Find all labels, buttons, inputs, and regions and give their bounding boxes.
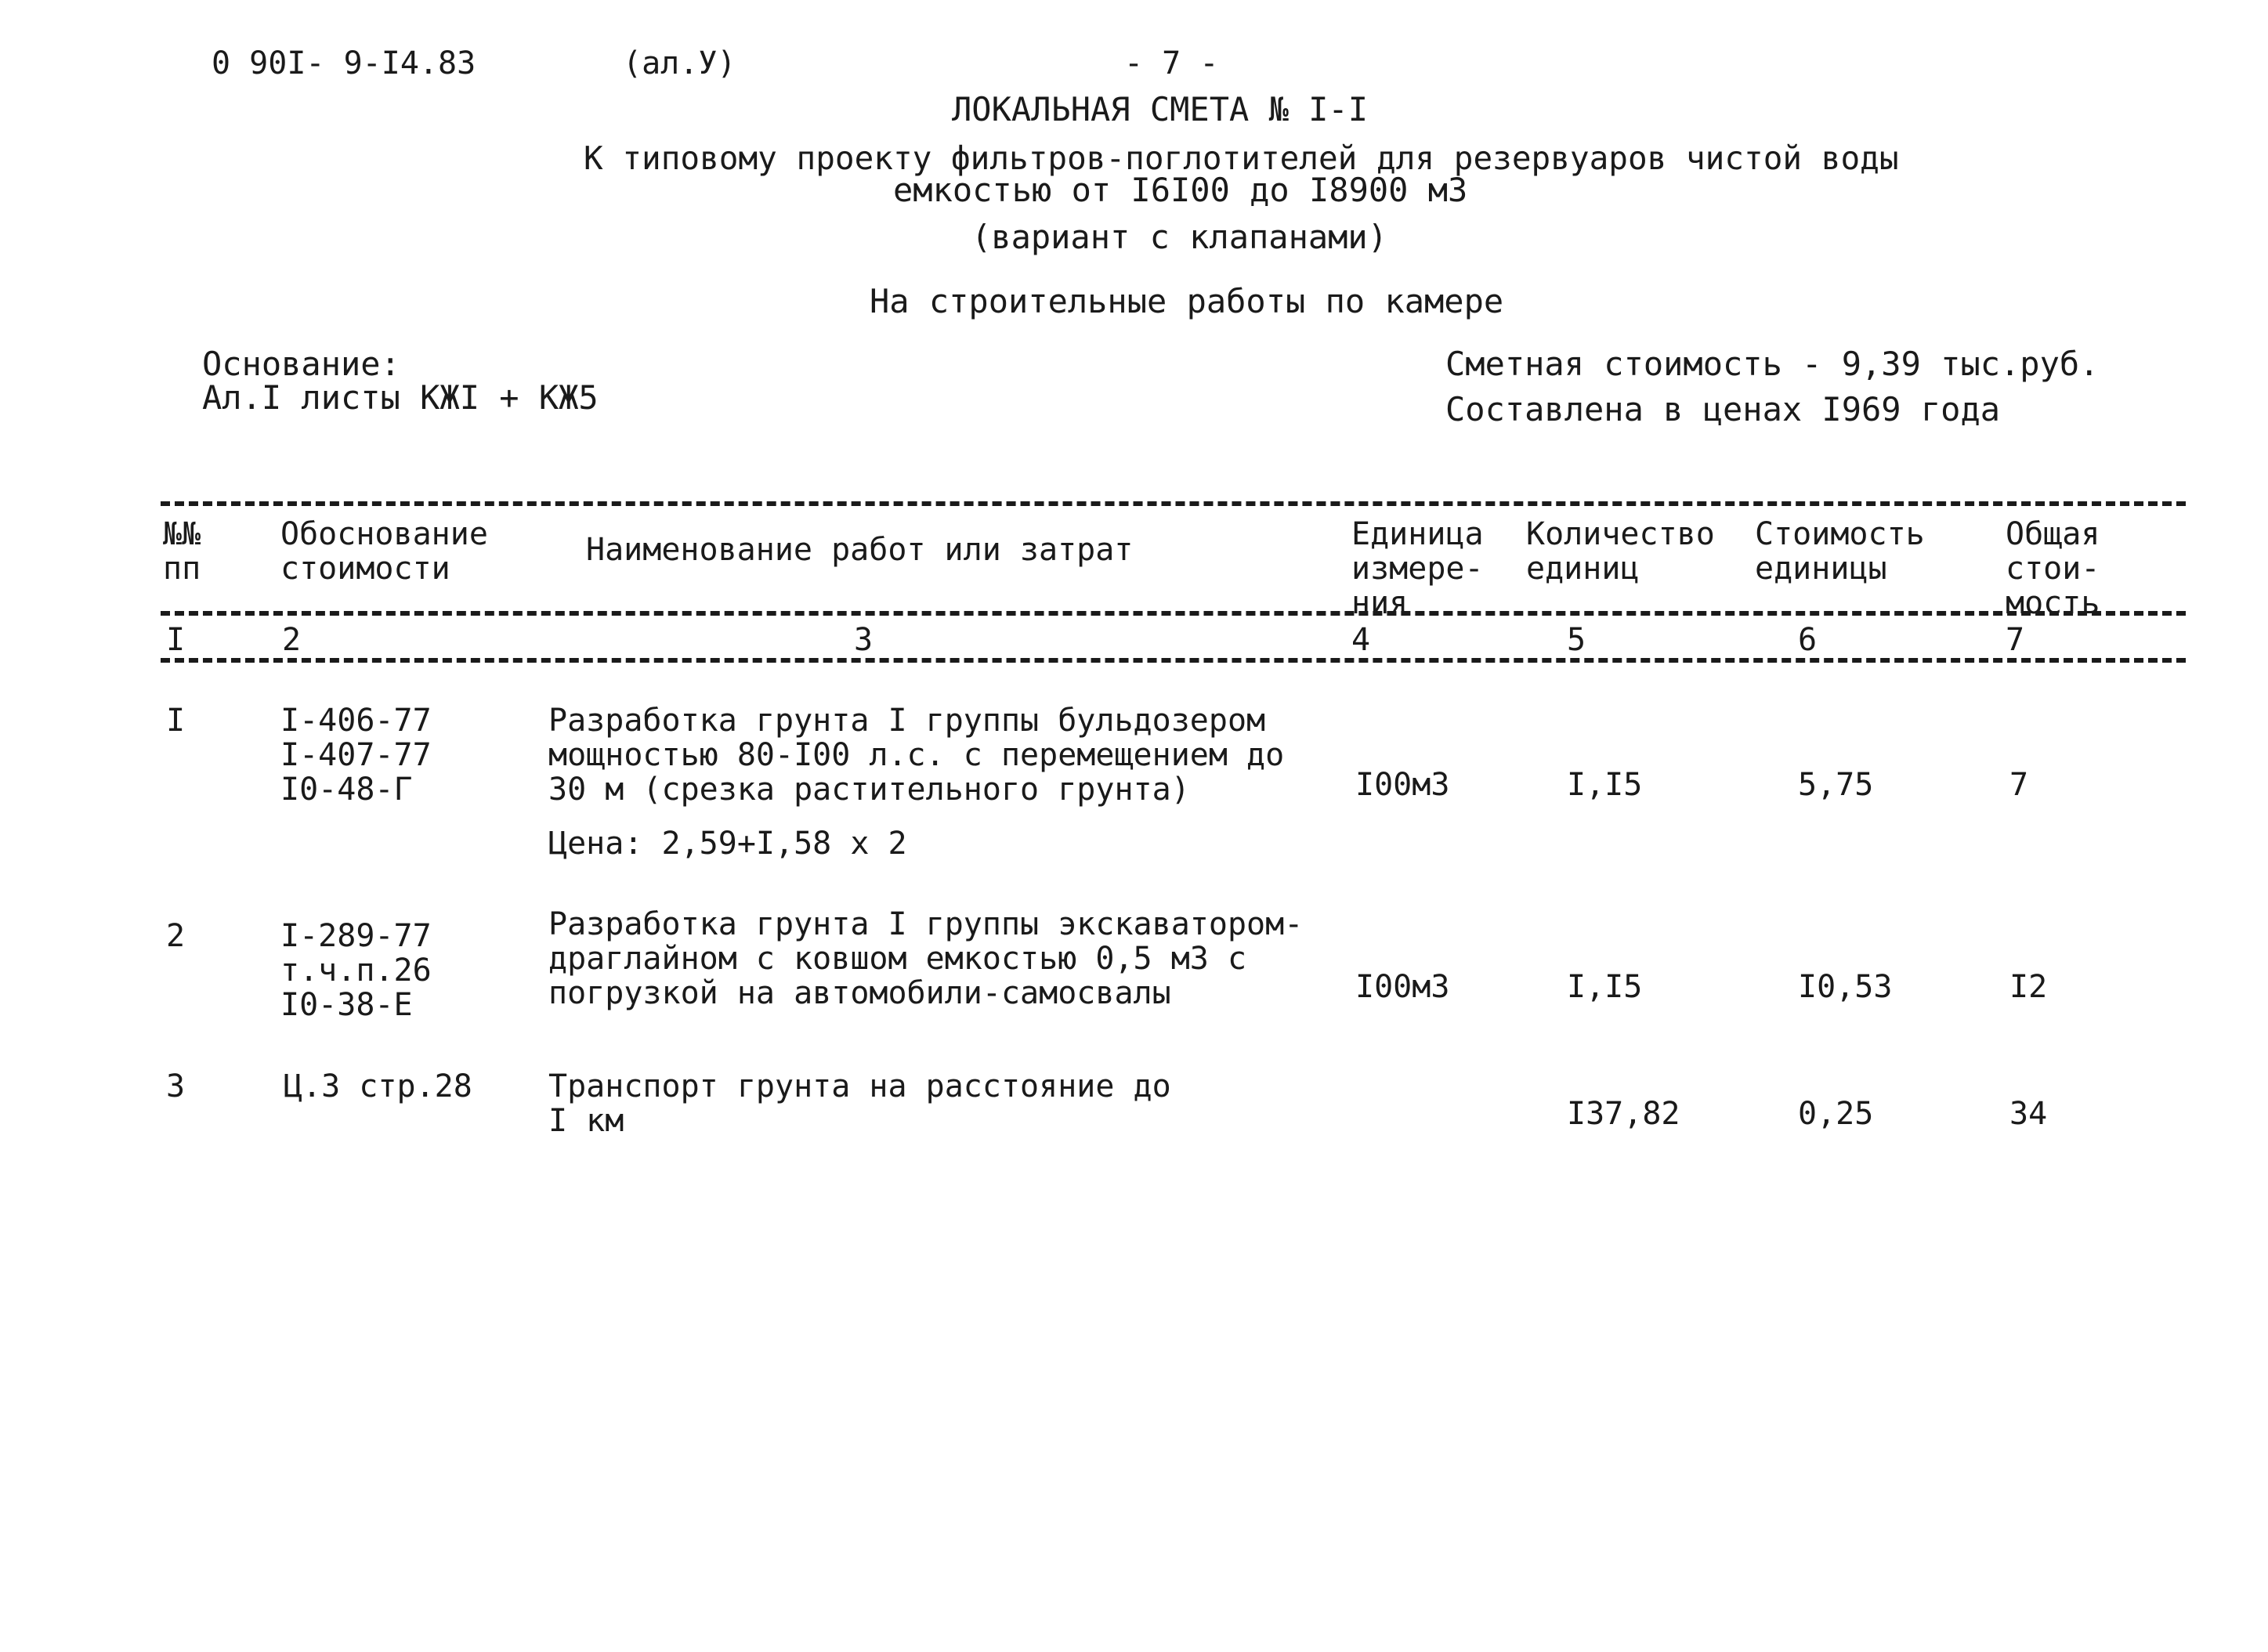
row-qty: I37,82: [1567, 1096, 1680, 1132]
row-name: Разработка грунта I группы экскаватором- драглайном с ковшом емкостью 0,5 м3 с погрузкой на автомобили-самосвалы: [548, 906, 1304, 1011]
column-number-4: 4: [1351, 622, 1371, 658]
column-header-price: Стоимость единицы: [1755, 516, 1925, 587]
row-number: I: [166, 703, 186, 739]
estimate-cost: Сметная стоимость - 9,39 тыс.руб.: [1445, 345, 2100, 383]
document-code: 0 90I- 9-I4.83: [212, 45, 476, 81]
table-header-rule: [161, 611, 2186, 616]
row-total: 34: [2009, 1096, 2048, 1132]
column-number-6: 6: [1798, 622, 1818, 658]
subtitle-line-1: К типовому проекту фильтров-поглотителей для резервуаров чистой воды: [584, 139, 1899, 177]
row-qty: I,I5: [1567, 767, 1643, 803]
row-qty: I,I5: [1567, 969, 1643, 1005]
row-total: I2: [2009, 969, 2048, 1005]
column-header-basis: Обоснование стоимости: [280, 516, 488, 587]
row-total: 7: [2009, 767, 2029, 803]
row-number: 3: [166, 1068, 186, 1104]
column-header-name: Наименование работ или затрат: [586, 532, 1134, 568]
basis-label: Основание:: [202, 345, 400, 383]
row-number: 2: [166, 918, 186, 954]
album-label: (ал.У): [623, 45, 736, 81]
row-unit-price: 5,75: [1798, 767, 1874, 803]
row-unit: I00м3: [1355, 969, 1450, 1005]
column-header-qty: Количество единиц: [1526, 516, 1715, 587]
document-title: ЛОКАЛЬНАЯ СМЕТА № I-I: [952, 90, 1369, 128]
column-header-unit: Единица измере- ния: [1351, 516, 1484, 621]
column-number-2: 2: [282, 622, 302, 658]
table-top-rule: [161, 501, 2186, 506]
row-basis: I-289-77 т.ч.п.26 I0-38-Е: [280, 918, 432, 1023]
column-number-3: 3: [854, 622, 874, 658]
row-basis: Ц.3 стр.28: [284, 1068, 472, 1104]
basis-value: Ал.I листы КЖI + КЖ5: [202, 378, 599, 417]
column-header-total: Общая стои- мость: [2006, 516, 2100, 621]
column-number-5: 5: [1567, 622, 1586, 658]
variant-label: (вариант с клапанами): [971, 218, 1388, 256]
row-unit-price: I0,53: [1798, 969, 1893, 1005]
row-unit: I00м3: [1355, 767, 1450, 803]
page-number: - 7 -: [1124, 45, 1219, 81]
column-number-7: 7: [2006, 622, 2025, 658]
row-name: Транспорт грунта на расстояние до I км: [548, 1068, 1171, 1139]
subtitle-line-2: емкостью от I6I00 до I8900 м3: [893, 171, 1468, 209]
column-header-no: №№ пп: [163, 516, 201, 587]
column-number-1: I: [166, 622, 186, 658]
row-name: Разработка грунта I группы бульдозером мощностью 80-I00 л.с. с перемещением до 30 м (срезка растительного грунта): [548, 703, 1285, 808]
row-unit-price: 0,25: [1798, 1096, 1874, 1132]
estimate-prices: Составлена в ценах I969 года: [1445, 390, 2001, 428]
row-basis: I-406-77 I-407-77 I0-48-Г: [280, 703, 432, 808]
table-numbers-rule: [161, 658, 2186, 663]
section-label: На строительные работы по камере: [870, 282, 1504, 320]
row-price-note: Цена: 2,59+I,58 х 2: [548, 826, 907, 862]
